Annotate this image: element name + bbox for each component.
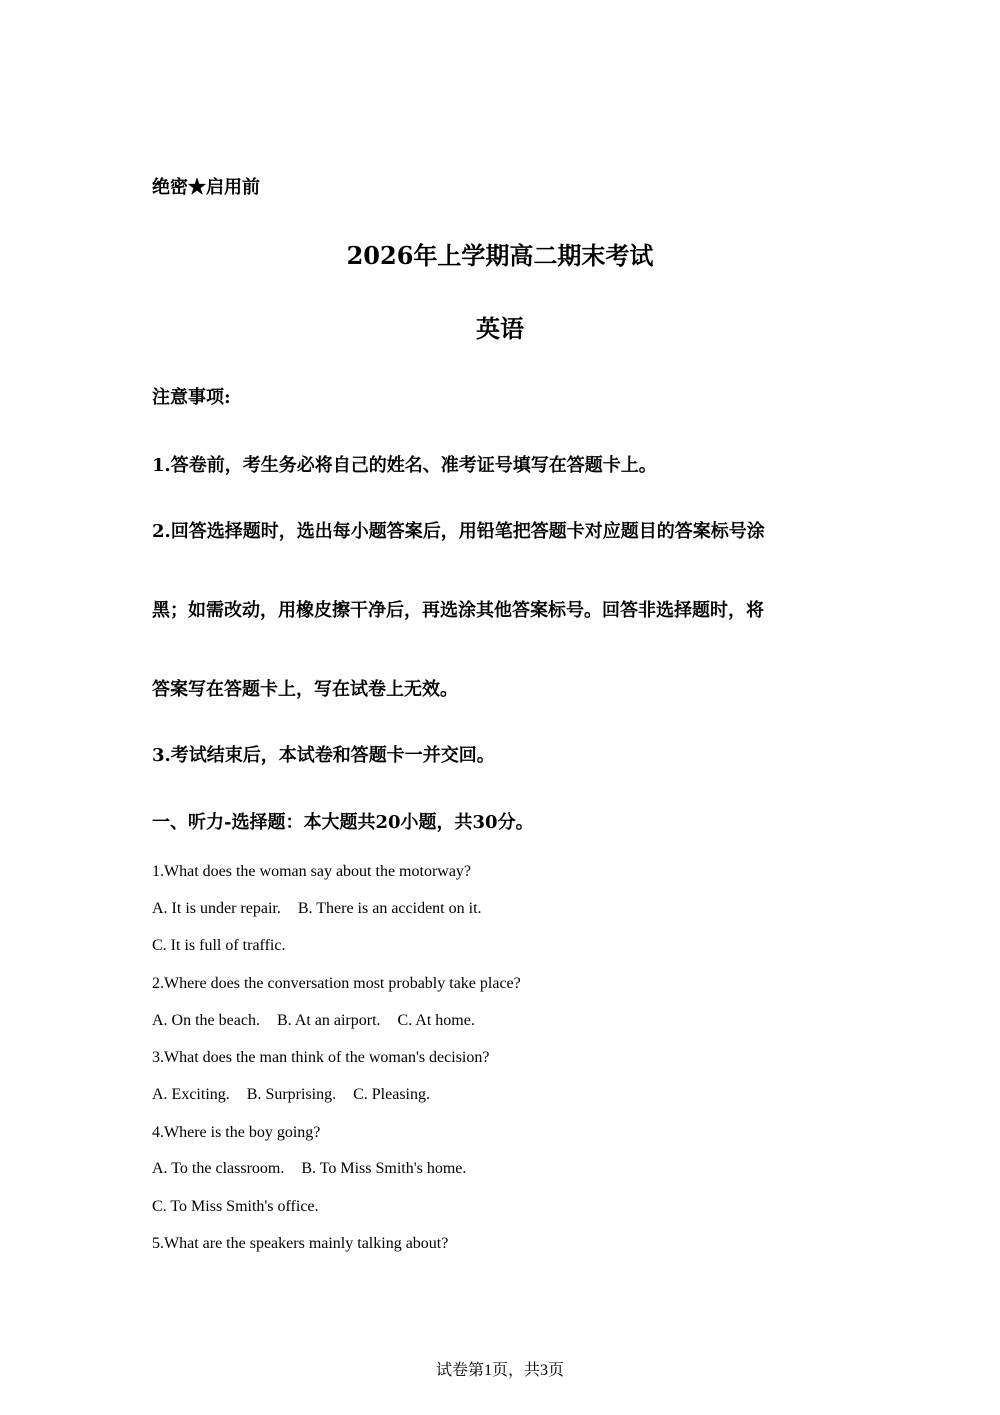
question-options (152, 1198, 319, 1216)
option-c: C. Pleasing. (353, 1086, 430, 1103)
notice-item-3: 3.考试结束后，本试卷和答题卡一并交回。 (152, 745, 495, 766)
notice-item-2-line-2: 黑；如需改动，用橡皮擦干净后，再选涂其他答案标号。回答非选择题时，将 (152, 600, 764, 621)
question-stem: 1.What does the woman say about the motorway? (152, 863, 472, 880)
question-stem: 4.Where is the boy going? (152, 1124, 321, 1141)
question-options (152, 900, 482, 918)
notice-item-2-line-3: 答案写在答题卡上，写在试卷上无效。 (152, 679, 458, 700)
option-b: B. To Miss Smith's home. (301, 1160, 467, 1177)
question-options (152, 1160, 466, 1178)
question-options (152, 1086, 430, 1104)
subject-title: 英语 (476, 314, 524, 343)
section-heading: 一、听力-选择题：本大题共20小题，共30分。 (152, 812, 534, 833)
question-options (152, 1012, 475, 1030)
option-c: C. It is full of traffic. (152, 937, 286, 954)
notice-item-2-line-1: 2.回答选择题时，选出每小题答案后，用铅笔把答题卡对应题目的答案标号涂 (152, 521, 765, 542)
question-stem: 3.What does the man think of the woman's decision? (152, 1049, 490, 1066)
option-b: B. There is an accident on it. (297, 900, 482, 917)
exam-title: 2026年上学期高二期末考试 (346, 241, 654, 270)
option-a: A. On the beach. (152, 1012, 260, 1029)
confidential-label: 绝密★启用前 (152, 177, 260, 198)
notice-item-1: 1.答卷前，考生务必将自己的姓名、准考证号填写在答题卡上。 (152, 455, 657, 476)
option-c: C. At home. (397, 1012, 475, 1029)
page-footer: 试卷第1页，共3页 (435, 1362, 564, 1379)
option-b: B. Surprising. (246, 1086, 337, 1103)
option-b: B. At an airport. (276, 1012, 381, 1029)
question-stem: 2.Where does the conversation most probably take place? (152, 975, 521, 992)
option-a: A. To the classroom. (152, 1160, 285, 1177)
question-stem: 5.What are the speakers mainly talking about? (152, 1235, 449, 1252)
question-options (152, 937, 285, 955)
option-a: A. Exciting. (152, 1086, 230, 1103)
option-c: C. To Miss Smith's office. (152, 1198, 319, 1215)
notice-heading: 注意事项: (152, 387, 231, 408)
option-a: A. It is under repair. (152, 900, 281, 917)
